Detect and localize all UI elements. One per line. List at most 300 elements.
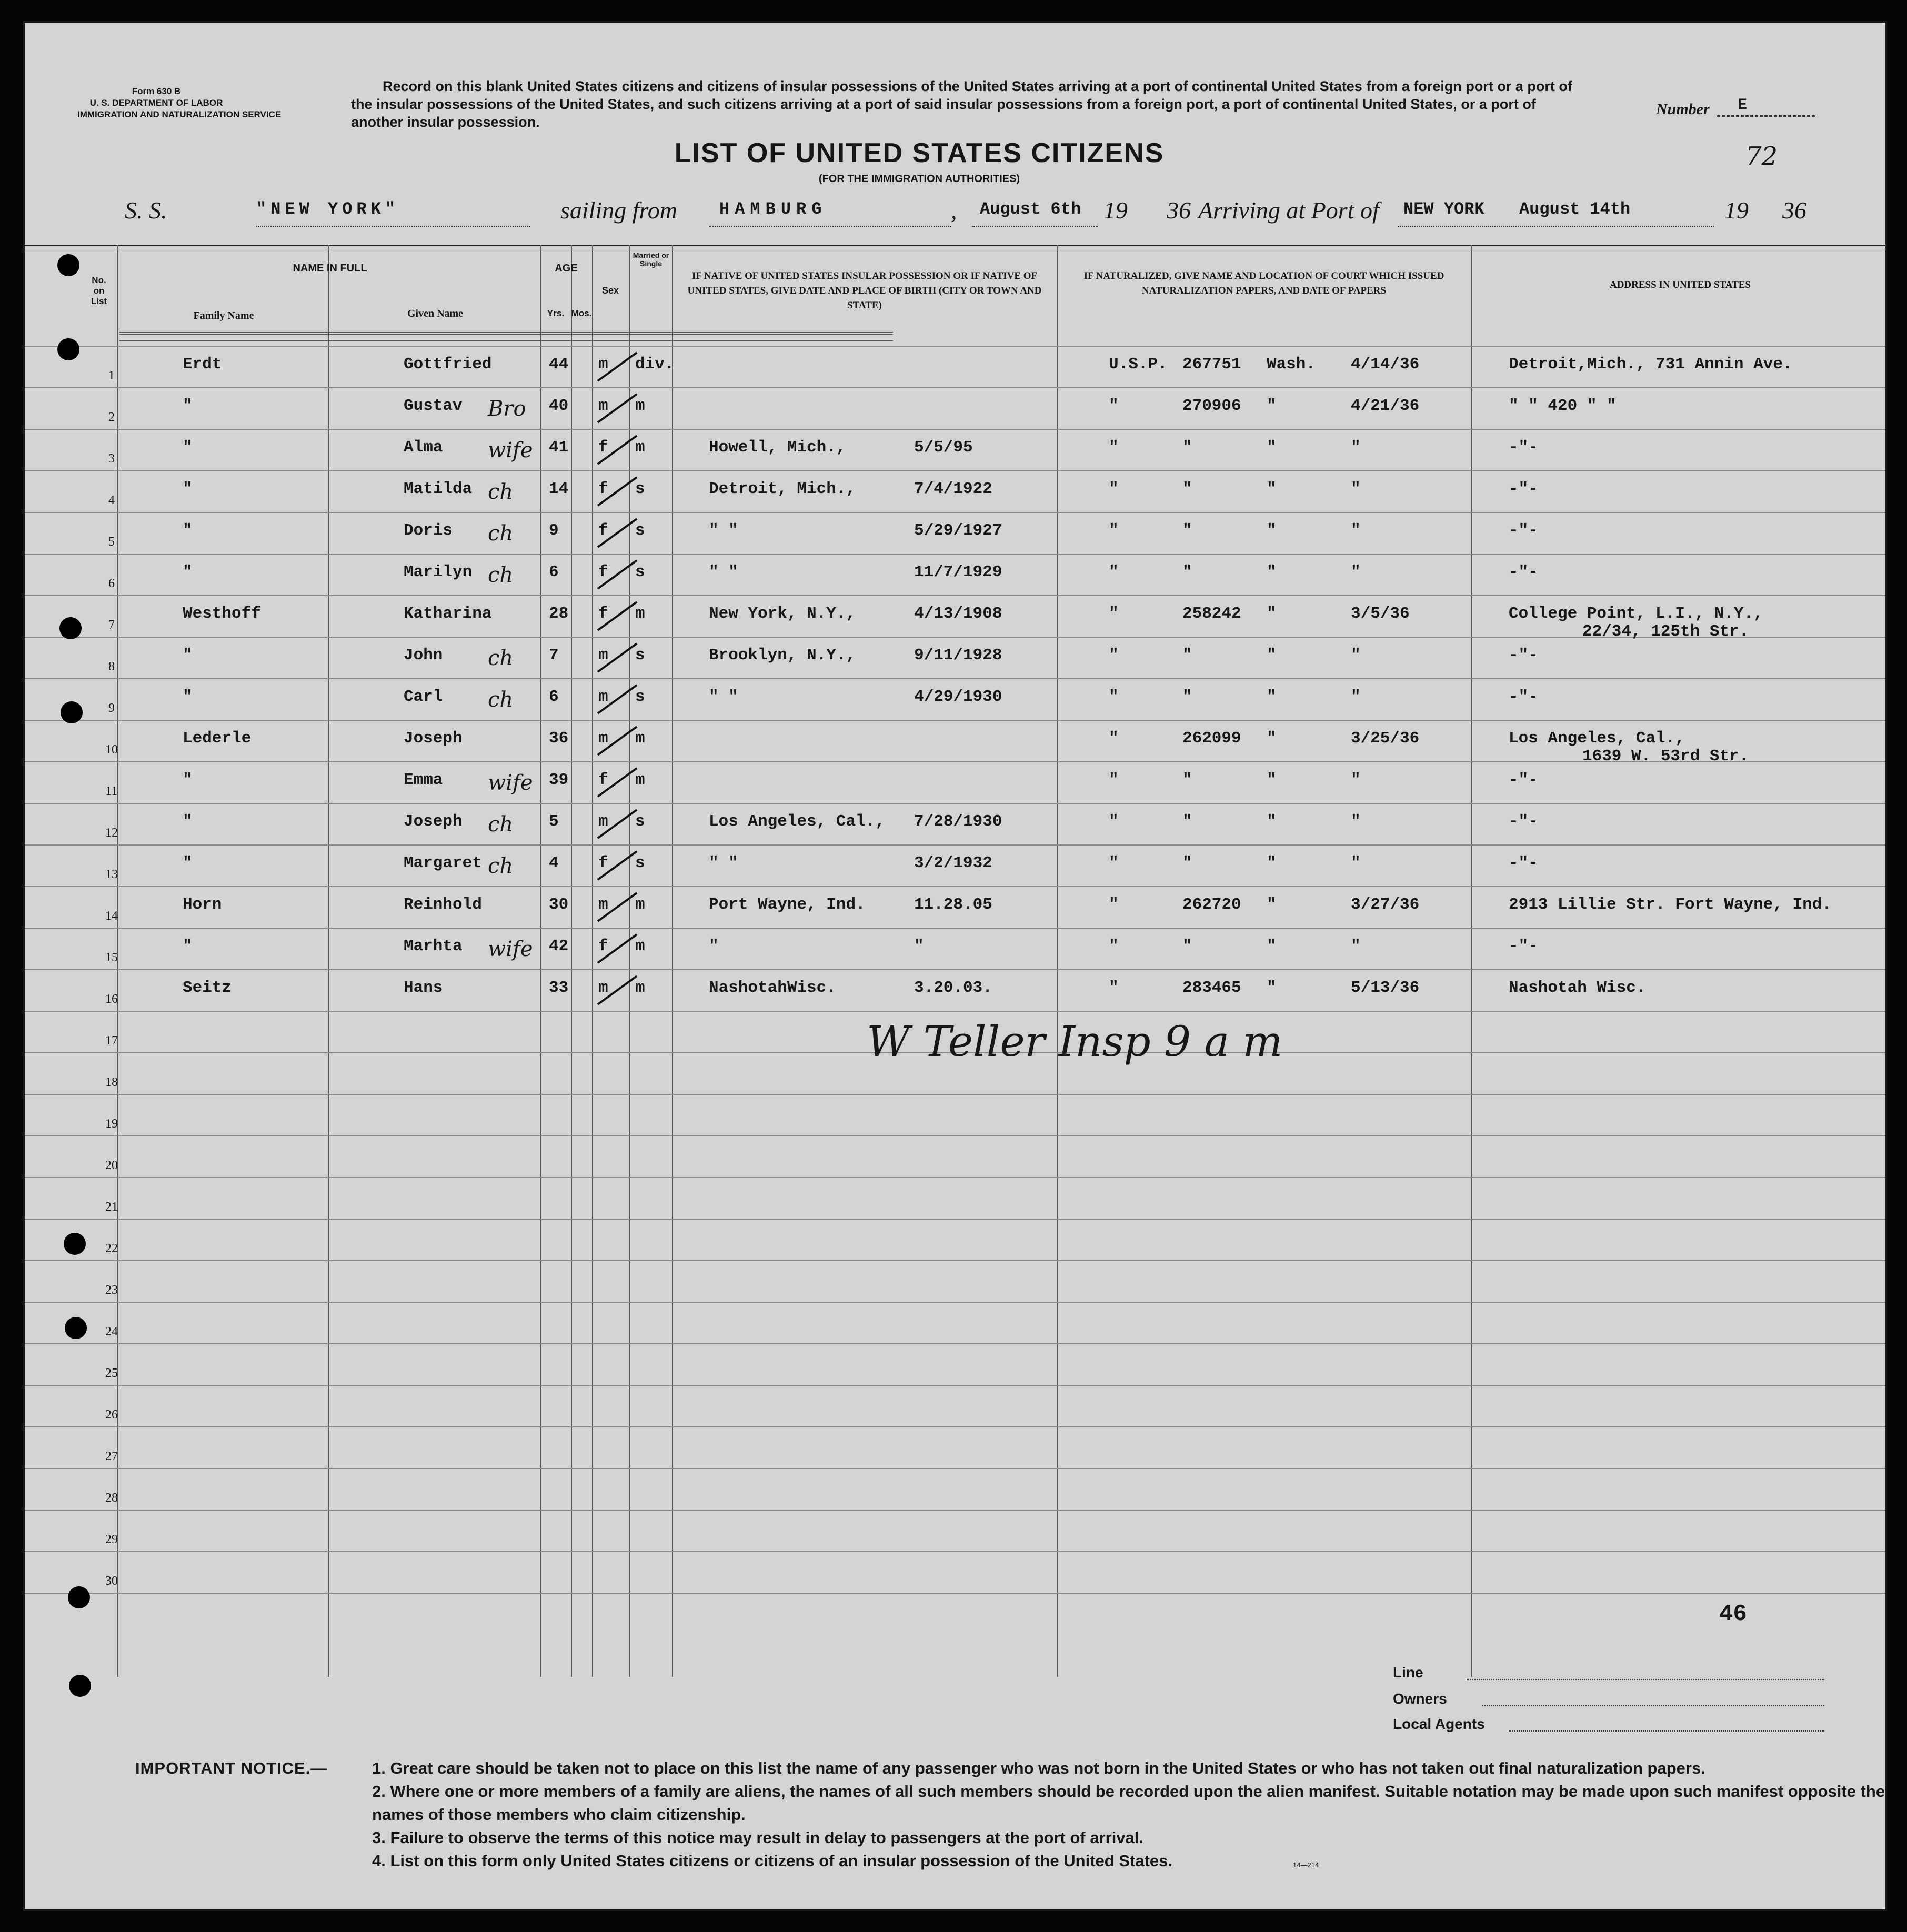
given-name-cell: Carl	[404, 688, 443, 706]
naturalization-date-cell: "	[1351, 480, 1361, 498]
age-cell: 44	[549, 355, 569, 374]
address-cell: -"-	[1509, 854, 1538, 872]
naturalization-number-cell: "	[1182, 480, 1192, 498]
marital-status-cell: m	[635, 937, 645, 955]
row-rule	[25, 1385, 1885, 1386]
row-number: 19	[105, 1117, 118, 1131]
birth-date-cell: 5/29/1927	[914, 521, 1002, 540]
marital-status-cell: m	[635, 729, 645, 748]
relationship-note: Bro	[488, 397, 526, 421]
address-line2-cell: 1639 W. 53rd Str.	[1582, 747, 1749, 766]
given-name-cell: Reinhold	[404, 895, 482, 914]
row-number: 12	[105, 826, 118, 840]
header-age-months: Mos.	[571, 308, 592, 318]
age-cell: 6	[549, 688, 559, 706]
row-rule	[25, 1094, 1885, 1095]
marital-status-cell: s	[635, 646, 645, 665]
inspector-signature: W Teller Insp 9 a m	[867, 1017, 1283, 1066]
punch-hole	[64, 1233, 86, 1255]
punch-hole	[69, 1675, 91, 1697]
birth-place-cell: " "	[709, 521, 738, 540]
naturalization-court-cell: "	[1109, 895, 1119, 914]
birth-place-cell: Detroit, Mich.,	[709, 480, 856, 498]
row-number: 14	[105, 909, 118, 923]
family-name-cell: "	[183, 438, 193, 457]
header-birth: IF NATIVE OF UNITED STATES INSULAR POSSESSION OR IF NATIVE OF UNITED STATES, GIVE DATE AND PLACE OF BIRTH (CITY OR TOWN AND STATE)	[687, 270, 1042, 311]
naturalization-number-cell: "	[1182, 771, 1192, 789]
family-name-cell: "	[183, 397, 193, 415]
address-cell: College Point, L.I., N.Y.,	[1509, 605, 1763, 623]
naturalization-location-cell: "	[1267, 729, 1277, 748]
line-label: Line	[1393, 1664, 1423, 1681]
naturalization-date-cell: 5/13/36	[1351, 979, 1420, 997]
naturalization-location-cell: "	[1267, 854, 1277, 872]
naturalization-date-cell: "	[1351, 521, 1361, 540]
row-number: 4	[108, 494, 115, 507]
birth-date-cell: 11/7/1929	[914, 563, 1002, 581]
sex-cell: f	[598, 438, 608, 457]
address-cell: -"-	[1509, 480, 1538, 498]
naturalization-court-cell: "	[1109, 854, 1119, 872]
age-cell: 28	[549, 605, 569, 623]
page-subtitle: (FOR THE IMMIGRATION AUTHORITIES)	[818, 173, 1020, 185]
sex-cell: f	[598, 937, 608, 955]
row-rule	[25, 387, 1885, 388]
naturalization-date-cell: "	[1351, 771, 1361, 789]
department-name: U. S. DEPARTMENT OF LABOR	[89, 98, 223, 108]
row-number: 17	[105, 1034, 118, 1048]
header-family-name: Family Name	[193, 310, 254, 321]
family-name-cell: Westhoff	[183, 605, 261, 623]
row-rule	[25, 1426, 1885, 1427]
naturalization-court-cell: "	[1109, 563, 1119, 581]
service-name: IMMIGRATION AND NATURALIZATION SERVICE	[77, 109, 282, 119]
row-number: 1	[108, 369, 115, 383]
header-married-single: Married or Single	[633, 251, 669, 268]
row-number: 16	[105, 992, 118, 1006]
row-number: 20	[105, 1159, 118, 1172]
row-rule	[25, 1343, 1885, 1344]
header-given-name: Given Name	[407, 308, 464, 319]
row-rule	[25, 512, 1885, 513]
given-name-cell: Emma	[404, 771, 443, 789]
birth-place-cell: Port Wayne, Ind.	[709, 895, 866, 914]
naturalization-location-cell: "	[1267, 563, 1277, 581]
sail-year: 36	[1167, 197, 1191, 224]
birth-date-cell: 7/28/1930	[914, 812, 1002, 831]
form-identifier	[77, 86, 282, 120]
birth-place-cell: "	[709, 937, 719, 955]
naturalization-location-cell: "	[1267, 605, 1277, 623]
naturalization-number-cell: 258242	[1182, 605, 1241, 623]
row-rule	[25, 554, 1885, 555]
row-number: 30	[105, 1574, 118, 1588]
row-rule	[25, 1593, 1885, 1594]
naturalization-date-cell: 4/21/36	[1351, 397, 1420, 415]
naturalization-number-cell: "	[1182, 688, 1192, 706]
row-number: 10	[105, 743, 118, 757]
sex-cell: f	[598, 563, 608, 581]
notice-item-1: 1. Great care should be taken not to place on this list the name of any passenger who was not born in the United States or who has not taken out final naturalization papers.	[372, 1759, 1705, 1777]
given-name-cell: Katharina	[404, 605, 492, 623]
row-rule	[25, 1219, 1885, 1220]
given-name-cell: Marhta	[404, 937, 463, 955]
header-age-years: Yrs.	[547, 308, 565, 318]
naturalization-location-cell: "	[1267, 480, 1277, 498]
marital-status-cell: m	[635, 605, 645, 623]
naturalization-location-cell: "	[1267, 895, 1277, 914]
row-number: 13	[105, 868, 118, 881]
given-name-cell: Joseph	[404, 812, 463, 831]
naturalization-court-cell: "	[1109, 521, 1119, 540]
port-to: NEW YORK	[1403, 199, 1484, 219]
punch-hole	[57, 254, 79, 276]
age-cell: 5	[549, 812, 559, 831]
address-cell: -"-	[1509, 688, 1538, 706]
row-number: 25	[105, 1366, 118, 1380]
naturalization-date-cell: "	[1351, 563, 1361, 581]
birth-place-cell: Howell, Mich.,	[709, 438, 846, 457]
row-rule	[25, 1468, 1885, 1469]
naturalization-location-cell: "	[1267, 771, 1277, 789]
row-rule	[25, 429, 1885, 430]
naturalization-number-cell: "	[1182, 646, 1192, 665]
marital-status-cell: m	[635, 771, 645, 789]
row-rule	[25, 1135, 1885, 1136]
age-cell: 40	[549, 397, 569, 415]
naturalization-number-cell: 267751	[1182, 355, 1241, 374]
naturalization-court-cell: "	[1109, 480, 1119, 498]
naturalization-date-cell: "	[1351, 812, 1361, 831]
row-number: 3	[108, 452, 115, 466]
naturalization-location-cell: "	[1267, 397, 1277, 415]
row-number: 9	[108, 701, 115, 715]
relationship-note: ch	[488, 521, 514, 546]
naturalization-number-cell: "	[1182, 854, 1192, 872]
family-name-cell: "	[183, 812, 193, 831]
age-cell: 4	[549, 854, 559, 872]
family-name-cell: "	[183, 854, 193, 872]
family-name-cell: "	[183, 937, 193, 955]
relationship-note: ch	[488, 854, 514, 878]
punch-hole	[68, 1586, 90, 1608]
family-name-cell: "	[183, 646, 193, 665]
row-rule	[25, 346, 1885, 347]
page-title: LIST OF UNITED STATES CITIZENS	[674, 138, 1165, 168]
given-name-cell: Gustav	[404, 397, 463, 415]
birth-place-cell: " "	[709, 688, 738, 706]
arrive-date: August 14th	[1519, 199, 1631, 219]
row-rule	[25, 678, 1885, 679]
naturalization-court-cell: "	[1109, 438, 1119, 457]
relationship-note: ch	[488, 688, 514, 712]
address-cell: -"-	[1509, 812, 1538, 831]
row-rule	[25, 886, 1885, 887]
relationship-note: ch	[488, 480, 514, 504]
sex-cell: m	[598, 688, 608, 706]
notice-item-3: 3. Failure to observe the terms of this notice may result in delay to passengers at the port of arrival.	[372, 1828, 1144, 1847]
row-number: 8	[108, 660, 115, 673]
sex-cell: m	[598, 895, 608, 914]
naturalization-date-cell: "	[1351, 688, 1361, 706]
family-name-cell: Lederle	[183, 729, 252, 748]
naturalization-date-cell: "	[1351, 937, 1361, 955]
ship-name: "NEW YORK"	[256, 199, 400, 219]
relationship-note: ch	[488, 646, 514, 670]
naturalization-court-cell: "	[1109, 937, 1119, 955]
punch-hole	[59, 617, 82, 639]
number-underline	[1717, 115, 1815, 117]
port-from: HAMBURG	[719, 199, 827, 219]
row-rule	[25, 1011, 1885, 1012]
row-number: 23	[105, 1283, 118, 1297]
naturalization-number-cell: "	[1182, 563, 1192, 581]
family-name-cell: "	[183, 688, 193, 706]
row-rule	[25, 720, 1885, 721]
row-rule	[25, 1177, 1885, 1178]
row-number: 27	[105, 1450, 118, 1463]
sex-cell: f	[598, 605, 608, 623]
birth-date-cell: 9/11/1928	[914, 646, 1002, 665]
naturalization-number-cell: 262720	[1182, 895, 1241, 914]
naturalization-date-cell: "	[1351, 854, 1361, 872]
address-cell: -"-	[1509, 521, 1538, 540]
header-no-on-list: No. on List	[91, 275, 107, 306]
row-number: 7	[108, 618, 115, 632]
marital-status-cell: s	[635, 521, 645, 540]
marital-status-cell: s	[635, 812, 645, 831]
birth-date-cell: 5/5/95	[914, 438, 973, 457]
local-agents-label: Local Agents	[1393, 1716, 1485, 1732]
ss-label: S. S.	[125, 197, 167, 224]
sail-date: August 6th	[980, 199, 1081, 219]
row-rule	[25, 1510, 1885, 1511]
row-number: 21	[105, 1200, 118, 1214]
row-rule	[25, 1260, 1885, 1261]
row-rule	[25, 928, 1885, 929]
birth-date-cell: 3.20.03.	[914, 979, 992, 997]
punch-hole	[57, 338, 79, 360]
naturalization-number-cell: "	[1182, 438, 1192, 457]
age-cell: 33	[549, 979, 569, 997]
number-label: Number	[1656, 100, 1710, 118]
naturalization-court-cell: "	[1109, 688, 1119, 706]
given-name-cell: Alma	[404, 438, 443, 457]
row-rule	[25, 803, 1885, 804]
marital-status-cell: s	[635, 563, 645, 581]
address-cell: Detroit,Mich., 731 Annin Ave.	[1509, 355, 1793, 374]
marital-status-cell: m	[635, 438, 645, 457]
sheet-number: 72	[1745, 142, 1778, 171]
naturalization-location-cell: "	[1267, 646, 1277, 665]
marital-status-cell: m	[635, 979, 645, 997]
age-cell: 9	[549, 521, 559, 540]
sail-year-prefix: 19	[1103, 197, 1128, 224]
naturalization-location-cell: "	[1267, 937, 1277, 955]
relationship-note: ch	[488, 563, 514, 587]
given-name-cell: Doris	[404, 521, 453, 540]
naturalization-location-cell: "	[1267, 521, 1277, 540]
naturalization-court-cell: "	[1109, 646, 1119, 665]
address-cell: 2913 Lillie Str. Fort Wayne, Ind.	[1509, 895, 1832, 914]
sex-cell: f	[598, 480, 608, 498]
family-name-cell: "	[183, 480, 193, 498]
family-name-cell: Erdt	[183, 355, 222, 374]
row-rule	[25, 595, 1885, 596]
naturalization-number-cell: "	[1182, 521, 1192, 540]
naturalization-date-cell: 3/27/36	[1351, 895, 1420, 914]
address-cell: " " 420 " "	[1509, 397, 1617, 415]
address-cell: -"-	[1509, 563, 1538, 581]
age-cell: 14	[549, 480, 569, 498]
number-value: E	[1738, 96, 1748, 114]
form-number: Form 630 B	[132, 86, 181, 96]
age-cell: 36	[549, 729, 569, 748]
sex-cell: m	[598, 729, 608, 748]
naturalization-number-cell: 270906	[1182, 397, 1241, 415]
naturalization-location-cell: "	[1267, 979, 1277, 997]
owners-label: Owners	[1393, 1690, 1447, 1707]
passenger-table	[25, 245, 1885, 1677]
given-name-cell: Marilyn	[404, 563, 473, 581]
naturalization-court-cell: U.S.P.	[1109, 355, 1168, 374]
notice-item-2: 2. Where one or more members of a family are aliens, the names of all such members should be recorded upon the alien manifest. Suitable notation may be made upon such manifest opposite the names of those members who claim citizenship.	[372, 1782, 1885, 1824]
header-sex: Sex	[601, 285, 619, 296]
given-name-cell: John	[404, 646, 443, 665]
sex-cell: f	[598, 771, 608, 789]
row-number: 22	[105, 1242, 118, 1255]
birth-date-cell: 4/29/1930	[914, 688, 1002, 706]
naturalization-location-cell: "	[1267, 812, 1277, 831]
family-name-cell: "	[183, 771, 193, 789]
naturalization-number-cell: 262099	[1182, 729, 1241, 748]
relationship-note: ch	[488, 812, 514, 837]
header-name-in-full: NAME IN FULL	[293, 263, 367, 274]
row-rule	[25, 1551, 1885, 1552]
row-rule	[25, 470, 1885, 471]
row-number: 6	[108, 577, 115, 590]
address-cell: Nashotah Wisc.	[1509, 979, 1646, 997]
address-line2-cell: 22/34, 125th Str.	[1582, 622, 1749, 641]
punch-hole	[65, 1317, 87, 1339]
age-cell: 7	[549, 646, 559, 665]
arrive-year: 36	[1782, 197, 1806, 224]
punch-hole	[61, 701, 83, 723]
form-code: 14—214	[1293, 1861, 1319, 1869]
relationship-note: wife	[488, 438, 533, 462]
marital-status-cell: m	[635, 397, 645, 415]
birth-place-cell: Los Angeles, Cal.,	[709, 812, 885, 831]
age-cell: 30	[549, 895, 569, 914]
birth-date-cell: "	[914, 937, 924, 955]
naturalization-number-cell: "	[1182, 812, 1192, 831]
address-cell: -"-	[1509, 646, 1538, 665]
address-cell: -"-	[1509, 771, 1538, 789]
birth-place-cell: New York, N.Y.,	[709, 605, 856, 623]
birth-place-cell: " "	[709, 563, 738, 581]
naturalization-date-cell: 4/14/36	[1351, 355, 1420, 374]
header-address: ADDRESS IN UNITED STATES	[1609, 279, 1751, 290]
address-cell: -"-	[1509, 937, 1538, 955]
naturalization-court-cell: "	[1109, 729, 1119, 748]
naturalization-location-cell: "	[1267, 688, 1277, 706]
family-name-cell: Seitz	[183, 979, 232, 997]
naturalization-location-cell: "	[1267, 438, 1277, 457]
marital-status-cell: m	[635, 895, 645, 914]
row-number: 18	[105, 1075, 118, 1089]
naturalization-number-cell: "	[1182, 937, 1192, 955]
naturalization-court-cell: "	[1109, 771, 1119, 789]
manifest-sheet: Form 630 B U. S. DEPARTMENT OF LABOR IMMIGRATION AND NATURALIZATION SERVICE Record on this blank United States citizens and citizens of insular possessions of the United States arriving at a port of continental United States from a foreign port or a port of the insular possessions of the United States, and such citizens arriving at a port of said insular possessions from a foreign port, a port of continental United States, or a port of another insular possession. LIST OF UNITED STATES CITIZENS (FOR THE IMMIGRATION AUTHORITIES) Number E 72 S. S. "NEW YORK" sailing from HAMBURG , August 6th 19 36 Arriving at Port of NEW YORK August 14th 19 36 No. on List NAME IN FULL Family Name Given Name AGE Yrs. Mos. Sex Married or Single IF NATIVE OF UNITED STATES INSULAR POSSESSION OR IF NATIVE OF UNITED STATES, GIVE DATE AND PLACE OF BIRTH (CITY OR TOWN AND STATE) IF NATURALIZED, GIVE NAME AND LOCATION OF COURT WHICH ISSUED NATURALIZATION PAPERS, AND DATE OF PAPERS ADDRESS IN UNITED STATES 1 2 3 4 5 6 7 8 9 10 11 12 13 14 15 16 17 18 19 20 21 22 23 24 25 26 27 28 29 30 Erdt Gottfried 44 m div. U.S.P. 267751 Wash. 4/14/36 Detroit,Mich., 731 Annin Ave. " Gustav 40 m m " 270906 " 4/21/36 " " 420 " " Bro " Alma 41 f m Howell, Mich., 5/5/95 " " " " -"- wife " Matilda 14 f s Detroit, Mich., 7/4/1922 " " " " -"- ch " Doris 9 f s " " 5/29/1927 " " " " -"- ch " Marilyn 6 f s " " 11/7/1929 " " " " -"- ch Westhoff Katharina 28 f m New York, N.Y., 4/13/1908 " 258242 " 3/5/36 College Point, L.I., N.Y., 22/34, 125th Str. " John 7 m s Brooklyn, N.Y., 9/11/1928 " " " " -"- ch " Carl 6 m s " " 4/29/1930 " " " " -"- ch Lederle Joseph 36 m m " 262099 " 3/25/36 Los Angeles, Cal., 1639 W. 53rd Str. " Emma 39 f m " " " " -"- wife " Joseph 5 m s Los Angeles, Cal., 7/28/1930 " " " " -"- ch " Margaret 4 f s " " 3/2/1932 " " " " -"- ch Horn Reinhold 30 m m Port Wayne, Ind. 11.28.05 " 262720 " 3/27/36 2913 Lillie Str. Fort Wayne, Ind. " Marhta 42 f m " " " " " " -"- wife Seitz Hans 33 m m NashotahWisc. 3.20.03. " 283465 " 5/13/36 Nashotah Wisc. W Teller Insp 9 a m 46 Line Owners Local Agents IMPORTANT NOTICE.— 1. Great care should be taken not to place on this list the name of any passenger who was not born in the United States or who has not taken out final naturalization papers. 2. Where one or more members of a family are aliens, the names of all such members should be recorded upon the alien manifest. Suitable notation may be made upon such manifest opposite the names of those members who claim citizenship. 3. Failure to observe the terms of this notice may result in delay to passengers at the port of arrival. 4. List on this form only United States citizens or citizens of an insular possession of the United States. 14—214	[23, 21, 1887, 1911]
family-name-cell: Horn	[183, 895, 222, 914]
sex-cell: m	[598, 979, 608, 997]
birth-date-cell: 7/4/1922	[914, 480, 992, 498]
relationship-note: wife	[488, 937, 533, 961]
naturalization-date-cell: 3/5/36	[1351, 605, 1410, 623]
sex-cell: m	[598, 646, 608, 665]
naturalization-date-cell: "	[1351, 646, 1361, 665]
sex-cell: f	[598, 854, 608, 872]
birth-date-cell: 3/2/1932	[914, 854, 992, 872]
row-number: 29	[105, 1533, 118, 1546]
sex-cell: m	[598, 355, 608, 374]
given-name-cell: Gottfried	[404, 355, 492, 374]
birth-place-cell: " "	[709, 854, 738, 872]
sex-cell: f	[598, 521, 608, 540]
marital-status-cell: s	[635, 854, 645, 872]
row-number: 28	[105, 1491, 118, 1505]
naturalization-date-cell: "	[1351, 438, 1361, 457]
relationship-note: wife	[488, 771, 533, 795]
address-cell: Los Angeles, Cal.,	[1509, 729, 1685, 748]
arriving-label: Arriving at Port of	[1198, 197, 1379, 224]
age-cell: 39	[549, 771, 569, 789]
given-name-cell: Hans	[404, 979, 443, 997]
naturalization-court-cell: "	[1109, 605, 1119, 623]
given-name-cell: Matilda	[404, 480, 473, 498]
age-cell: 6	[549, 563, 559, 581]
row-number: 26	[105, 1408, 118, 1422]
birth-place-cell: Brooklyn, N.Y.,	[709, 646, 856, 665]
family-name-cell: "	[183, 521, 193, 540]
form-instructions: Record on this blank United States citizens and citizens of insular possessions of the United States arriving at a port of continental United States from a foreign port or a port of the insular possessions of the United States, and such citizens arriving at a port of said insular possessions from a foreign port, a port of continental United States, or a port of another insular possession.	[351, 78, 1572, 130]
row-rule	[25, 1302, 1885, 1303]
family-name-cell: "	[183, 563, 193, 581]
row-rule	[25, 969, 1885, 970]
given-name-cell: Margaret	[404, 854, 482, 872]
row-rule	[25, 844, 1885, 846]
age-cell: 41	[549, 438, 569, 457]
age-cell: 42	[549, 937, 569, 955]
naturalization-number-cell: 283465	[1182, 979, 1241, 997]
row-number: 5	[108, 535, 115, 549]
given-name-cell: Joseph	[404, 729, 463, 748]
naturalization-court-cell: "	[1109, 397, 1119, 415]
header-age: AGE	[555, 263, 578, 274]
sex-cell: m	[598, 812, 608, 831]
birth-place-cell: NashotahWisc.	[709, 979, 836, 997]
naturalization-location-cell: Wash.	[1267, 355, 1316, 374]
naturalization-court-cell: "	[1109, 812, 1119, 831]
notice-lead: IMPORTANT NOTICE.—	[135, 1759, 328, 1777]
naturalization-date-cell: 3/25/36	[1351, 729, 1420, 748]
row-number: 11	[105, 784, 118, 798]
row-number: 24	[105, 1325, 118, 1339]
marital-status-cell: div.	[635, 355, 675, 374]
birth-date-cell: 11.28.05	[914, 895, 992, 914]
header-naturalized: IF NATURALIZED, GIVE NAME AND LOCATION OF COURT WHICH ISSUED NATURALIZATION PAPERS, AND DATE OF PAPERS	[1083, 270, 1444, 296]
birth-date-cell: 4/13/1908	[914, 605, 1002, 623]
